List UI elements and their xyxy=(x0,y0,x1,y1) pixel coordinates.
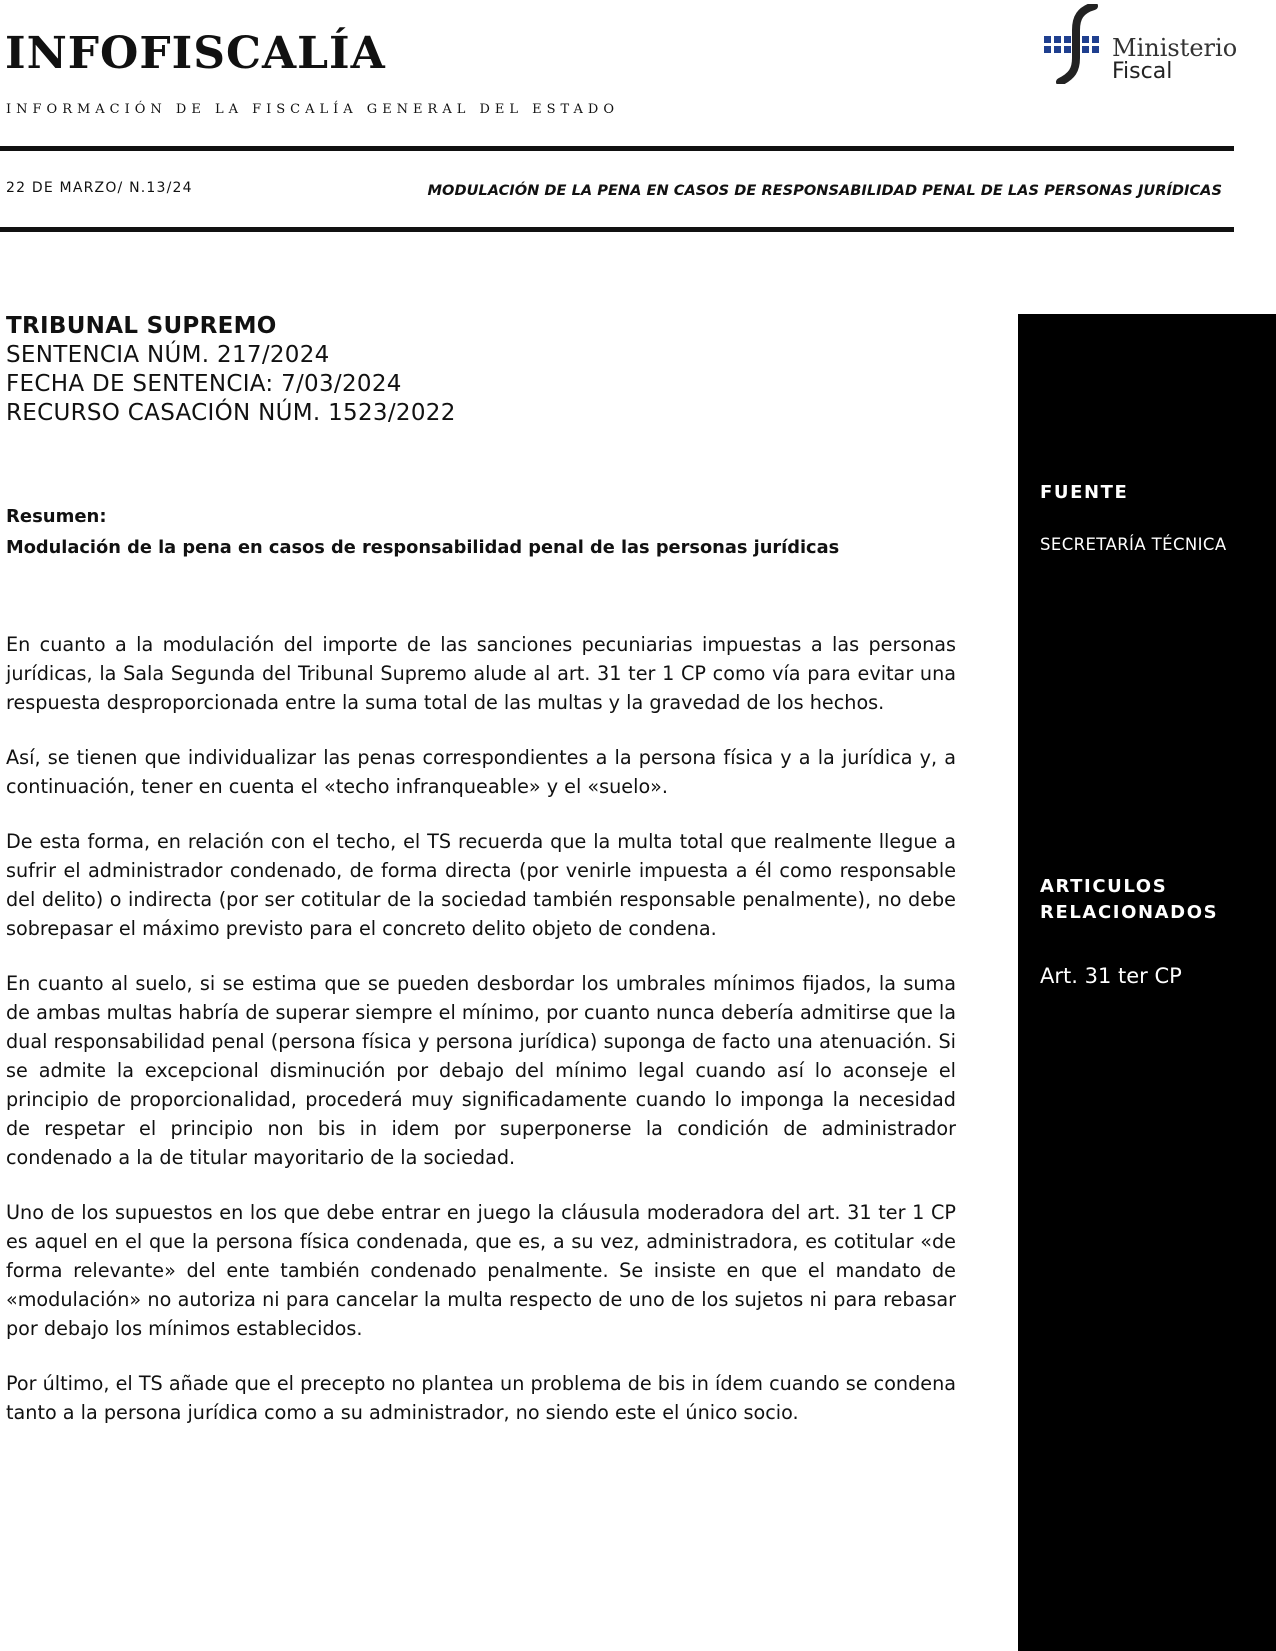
body-paragraph: Así, se tienen que individualizar las penas correspondientes a la persona física y a la jurídica y, a continuación, tener en cuenta el «techo infranqueable» y el «suelo». xyxy=(6,746,956,798)
logo-text-ministerio: Ministerio xyxy=(1112,34,1238,62)
info-sidebar xyxy=(1018,314,1276,1651)
article-body xyxy=(6,630,956,1453)
related-articles-label xyxy=(1040,874,1218,926)
body-paragraph: Uno de los supuestos en los que debe entrar en juego la cláusula moderadora del art. 31 ter 1 CP es aquel en el que la persona física condenada, que es, a su vez, administradora, es cotitular «de forma relevante» del ente también condenado penalmente. Se insiste en que el mandato de «modulación» no autoriza ni para cancelar la multa respecto de uno de los sujetos ni para rebasar por debajo los mínimos establecidos. xyxy=(6,1201,956,1340)
body-paragraph: De esta forma, en relación con el techo, el TS recuerda que la multa total que realmente llegue a sufrir el administrador condenado, de forma directa (por venirle impuesta a él como responsable del delito) o indirecta (por ser cotitular de la sociedad también responsable penalmente), no debe sobrepasar el máximo previsto para el concreto delito objeto de condena. xyxy=(6,830,956,940)
publication-title: INFOFISCALÍA xyxy=(5,28,386,79)
source-label: FUENTE xyxy=(1040,482,1129,503)
sentence-date: FECHA DE SENTENCIA: 7/03/2024 xyxy=(6,371,402,397)
related-article-link[interactable]: Art. 31 ter CP xyxy=(1040,964,1182,988)
ministerio-fiscal-logo xyxy=(1040,4,1240,84)
appeal-number: RECURSO CASACIÓN NÚM. 1523/2022 xyxy=(6,400,456,426)
source-value: SECRETARÍA TÉCNICA xyxy=(1040,535,1227,554)
court-name: TRIBUNAL SUPREMO xyxy=(6,313,277,339)
issue-date-number: 22 DE MARZO/ N.13/24 xyxy=(6,180,193,196)
header-divider-bottom xyxy=(0,227,1234,232)
publication-subtitle: INFORMACIÓN DE LA FISCALÍA GENERAL DEL ESTADO xyxy=(6,102,619,117)
logo-emblem-icon xyxy=(1040,4,1112,84)
sentence-number: SENTENCIA NÚM. 217/2024 xyxy=(6,342,330,368)
court-reference xyxy=(6,312,456,428)
logo-text-fiscal: Fiscal xyxy=(1112,59,1173,84)
issue-title: MODULACIÓN DE LA PENA EN CASOS DE RESPONSABILIDAD PENAL DE LAS PERSONAS JURÍDICAS xyxy=(427,182,1222,199)
summary-label: Resumen: xyxy=(6,506,107,527)
body-paragraph: En cuanto a la modulación del importe de las sanciones pecuniarias impuestas a las personas jurídicas, la Sala Segunda del Tribunal Supremo alude al art. 31 ter 1 CP como vía para evitar una respuesta desproporcionada entre la suma total de las multas y la gravedad de los hechos. xyxy=(6,633,956,714)
related-articles-label-line1: ARTICULOS xyxy=(1040,876,1168,897)
related-articles-label-line2: RELACIONADOS xyxy=(1040,902,1219,923)
body-paragraph: En cuanto al suelo, si se estima que se pueden desbordar los umbrales mínimos fijados, la suma de ambas multas habría de superar siempre el mínimo, por cuanto nunca debería admitirse que la dual responsabilidad penal (persona física y persona jurídica) suponga de facto una atenuación. Si se admite la excepcional disminución por debajo del mínimo legal cuando así lo aconseje el principio de proporcionalidad, procederá muy significadamente cuando lo imponga la necesidad de respetar el principio non bis in idem por superponerse la condición de administrador condenado a la de titular mayoritario de la sociedad. xyxy=(6,972,956,1169)
header-divider-top xyxy=(0,146,1234,151)
summary-text: Modulación de la pena en casos de responsabilidad penal de las personas jurídicas xyxy=(6,537,840,558)
body-paragraph: Por último, el TS añade que el precepto no plantea un problema de bis in ídem cuando se condena tanto a la persona jurídica como a su administrador, no siendo este el único socio. xyxy=(6,1372,956,1424)
